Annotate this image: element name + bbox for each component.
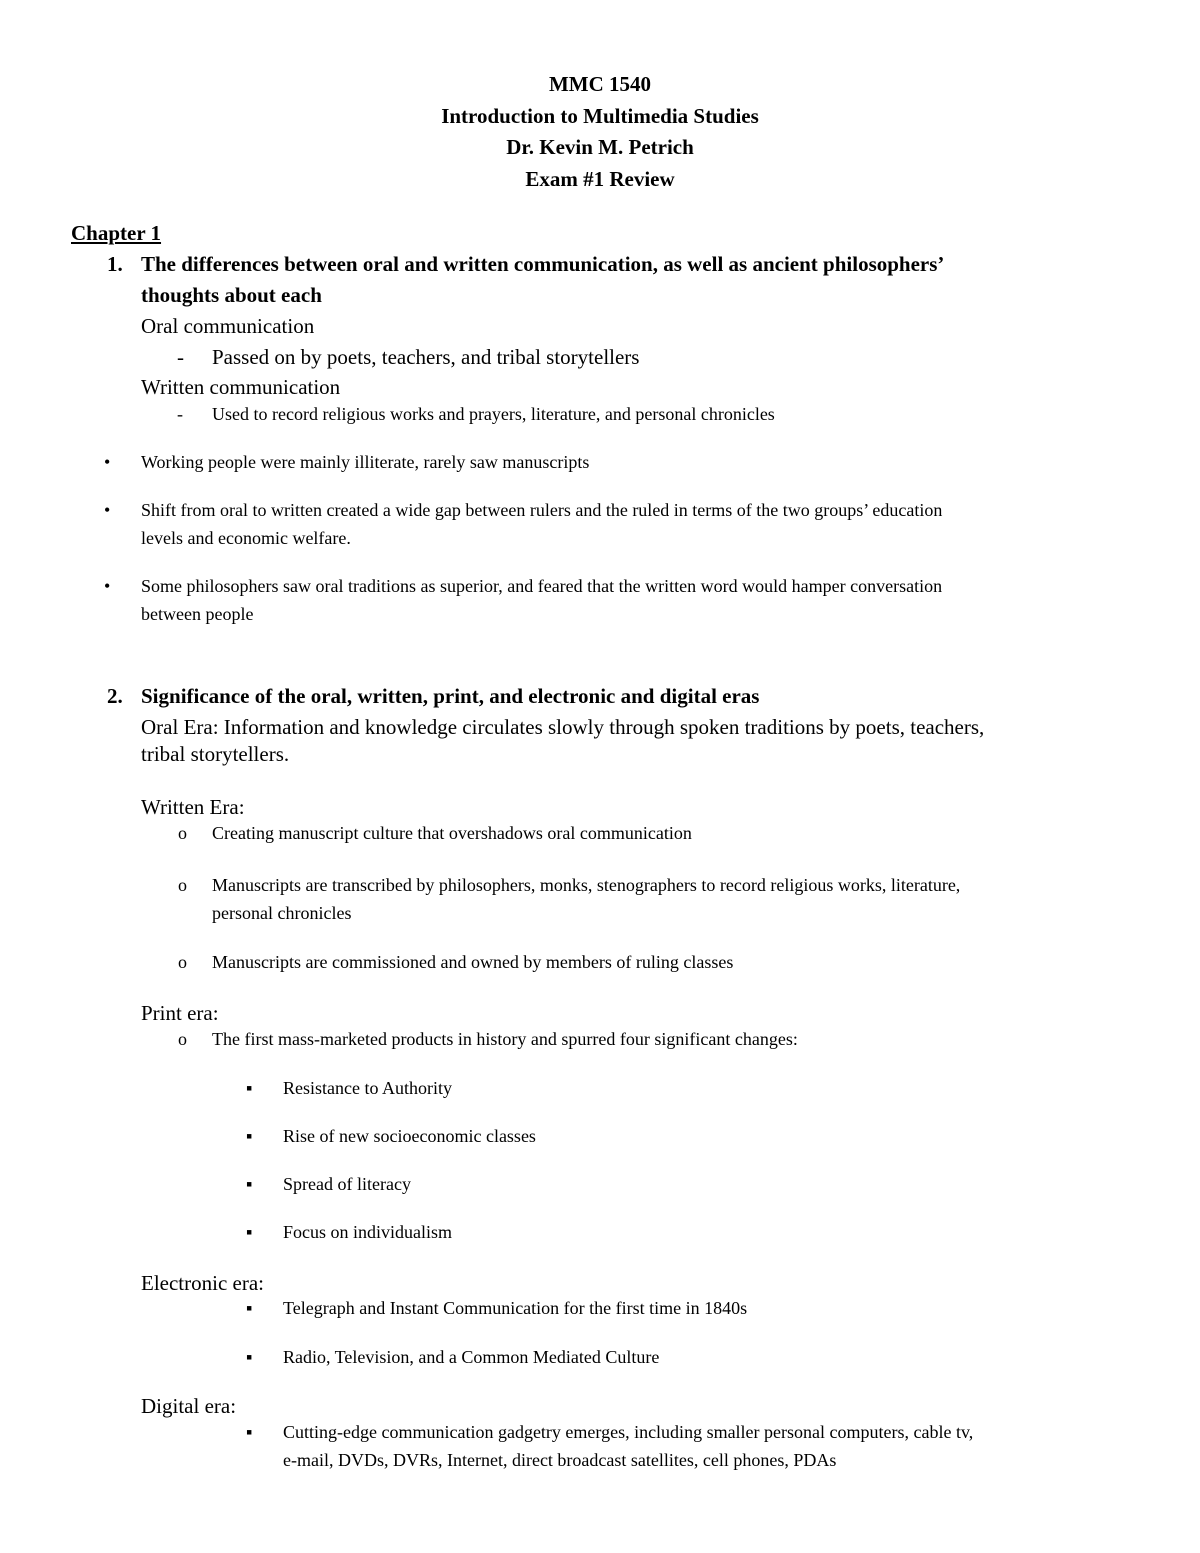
square-bullet-marker: ▪ [246, 1126, 253, 1146]
bullet-marker: • [104, 576, 111, 596]
written-era-item-2-line1: Manuscripts are transcribed by philosophers, monks, stenographers to record religious works, literature, [212, 875, 961, 895]
print-era-label: Print era: [141, 1001, 219, 1025]
chapter-heading: Chapter 1 [71, 221, 162, 245]
bullet-item-2-line1: Shift from oral to written created a wide gap between rulers and the ruled in terms of the two groups’ education [141, 500, 943, 520]
bullet-item-1: Working people were mainly illiterate, rarely saw manuscripts [141, 452, 590, 472]
bullet-item-3-line2: between people [141, 604, 254, 624]
instructor-name: Dr. Kevin M. Petrich [506, 135, 694, 159]
written-era-item-1: Creating manuscript culture that overshadows oral communication [212, 823, 692, 843]
dash-marker: - [177, 345, 184, 369]
o-marker: o [178, 875, 187, 895]
dash-marker: - [177, 404, 183, 424]
print-change-4: Focus on individualism [283, 1222, 453, 1242]
print-change-1: Resistance to Authority [283, 1078, 452, 1098]
oral-era-line2: tribal storytellers. [141, 742, 290, 766]
digital-era-item-line2: e-mail, DVDs, DVRs, Internet, direct broadcast satellites, cell phones, PDAs [283, 1450, 837, 1470]
bullet-marker: • [104, 500, 111, 520]
section-2-heading: Significance of the oral, written, print, and electronic and digital eras [141, 684, 760, 708]
electronic-era-label: Electronic era: [141, 1271, 265, 1295]
square-bullet-marker: ▪ [246, 1347, 253, 1367]
o-marker: o [178, 823, 187, 843]
section-1-heading-line1: The differences between oral and written communication, as well as ancient philosophers’ [141, 252, 945, 276]
print-change-3: Spread of literacy [283, 1174, 411, 1194]
section-1-number: 1. [107, 252, 123, 276]
square-bullet-marker: ▪ [246, 1174, 253, 1194]
digital-era-label: Digital era: [141, 1394, 237, 1418]
electronic-era-item-2: Radio, Television, and a Common Mediated Culture [283, 1347, 660, 1367]
written-era-item-2-line2: personal chronicles [212, 903, 352, 923]
bullet-marker: • [104, 452, 111, 472]
square-bullet-marker: ▪ [246, 1222, 253, 1242]
electronic-era-item-1: Telegraph and Instant Communication for the first time in 1840s [283, 1298, 748, 1318]
course-title: Introduction to Multimedia Studies [441, 104, 759, 128]
section-1-heading-line2: thoughts about each [141, 283, 322, 307]
written-era-label: Written Era: [141, 795, 245, 819]
square-bullet-marker: ▪ [246, 1422, 253, 1442]
written-era-item-3: Manuscripts are commissioned and owned by members of ruling classes [212, 952, 734, 972]
print-change-2: Rise of new socioeconomic classes [283, 1126, 536, 1146]
exam-title: Exam #1 Review [525, 167, 675, 191]
o-marker: o [178, 952, 187, 972]
print-era-item: The first mass-marketed products in history and spurred four significant changes: [212, 1029, 798, 1049]
bullet-item-3-line1: Some philosophers saw oral traditions as superior, and feared that the written word would hamper conversation [141, 576, 943, 596]
o-marker: o [178, 1029, 187, 1049]
digital-era-item-line1: Cutting-edge communication gadgetry emerges, including smaller personal computers, cable tv, [283, 1422, 974, 1442]
square-bullet-marker: ▪ [246, 1078, 253, 1098]
oral-communication-item: Passed on by poets, teachers, and tribal storytellers [212, 345, 640, 369]
square-bullet-marker: ▪ [246, 1298, 253, 1318]
written-communication-item: Used to record religious works and prayers, literature, and personal chronicles [212, 404, 775, 424]
section-2-number: 2. [107, 684, 123, 708]
written-communication-label: Written communication [141, 375, 341, 399]
bullet-item-2-line2: levels and economic welfare. [141, 528, 351, 548]
oral-communication-label: Oral communication [141, 314, 315, 338]
oral-era-line1: Oral Era: Information and knowledge circulates slowly through spoken traditions by poets, teachers, [141, 715, 985, 739]
course-code: MMC 1540 [548, 72, 652, 96]
